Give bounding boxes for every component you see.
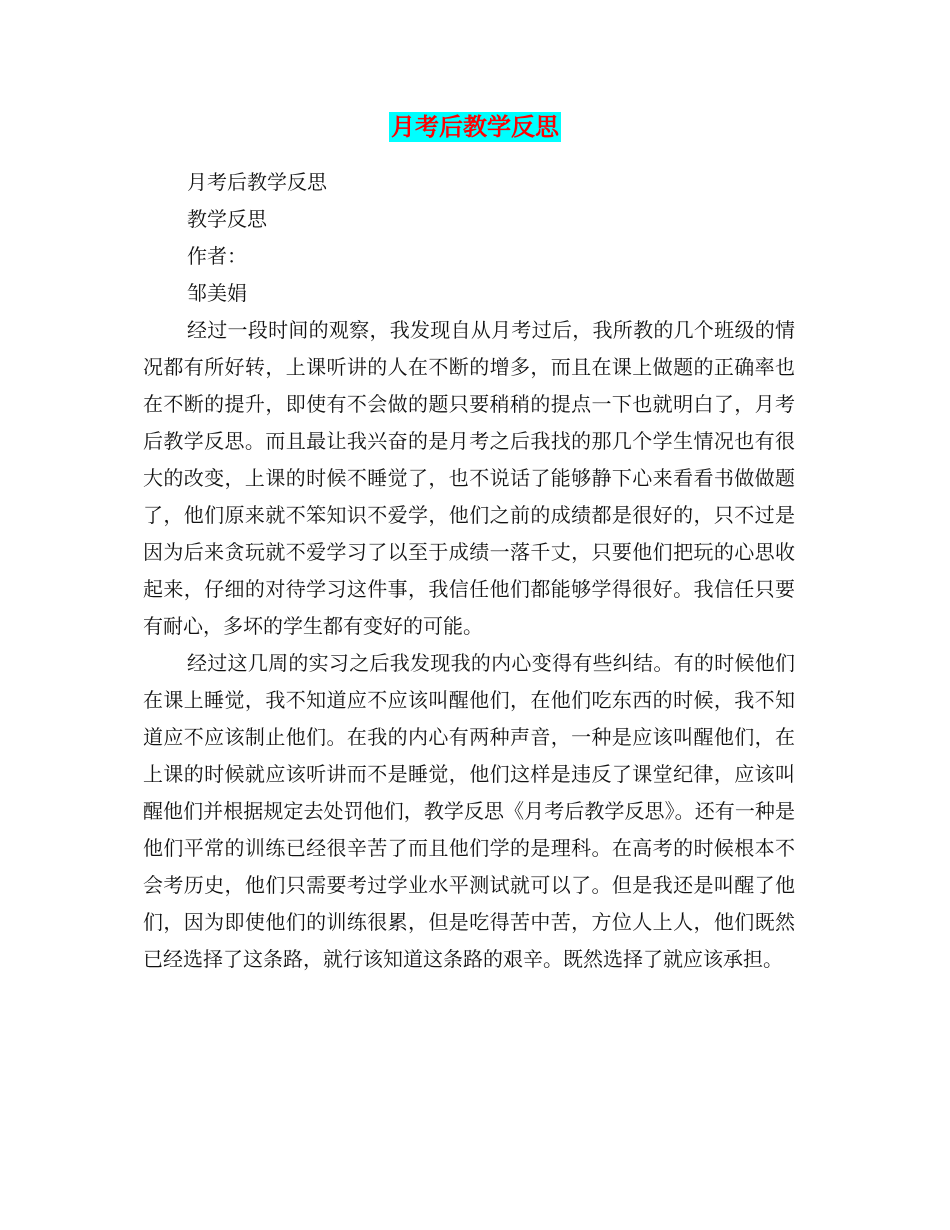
document-body: [143, 164, 795, 978]
header-line-author-name: 邹美娟: [187, 281, 247, 305]
header-line-author-label: 作者：: [187, 244, 247, 268]
paragraph-2: 经过这几周的实习之后我发现我的内心变得有些纠结。有的时候他们在课上睡觉，我不知道应不应该叫醒他们，在他们吃东西的时候，我不知道应不应该制止他们。在我的内心有两种声音，一种是应该叫醒他们，在上课的时候就应该听讲而不是睡觉，他们这样是违反了课堂纪律，应该叫醒他们并根据规定去处罚他们，教学反思《月考后教学反思》。还有一种是他们平常的训练已经很辛苦了而且他们学的是理科。在高考的时候根本不会考历史，他们只需要考过学业水平测试就可以了。但是我还是叫醒了他们，因为即使他们的训练很累，但是吃得苦中苦，方位人上人，他们既然已经选择了这条路，就行该知道这条路的艰辛。既然选择了就应该承担。: [143, 651, 795, 971]
document-title: 月考后教学反思: [391, 112, 559, 141]
title-container: [0, 112, 950, 142]
header-line-title: 月考后教学反思: [187, 170, 327, 194]
header-line-category: 教学反思: [187, 207, 267, 231]
paragraph-1: 经过一段时间的观察，我发现自从月考过后，我所教的几个班级的情况都有所好转，上课听讲的人在不断的增多，而且在课上做题的正确率也在不断的提升，即使有不会做的题只要稍稍的提点一下也就明白了，月考后教学反思。而且最让我兴奋的是月考之后我找的那几个学生情况也有很大的改变，上课的时候不睡觉了，也不说话了能够静下心来看看书做做题了，他们原来就不笨知识不爱学，他们之前的成绩都是很好的，只不过是因为后来贪玩就不爱学习了以至于成绩一落千丈，只要他们把玩的心思收起来，仔细的对待学习这件事，我信任他们都能够学得很好。我信任只要有耐心，多坏的学生都有变好的可能。: [143, 318, 795, 638]
